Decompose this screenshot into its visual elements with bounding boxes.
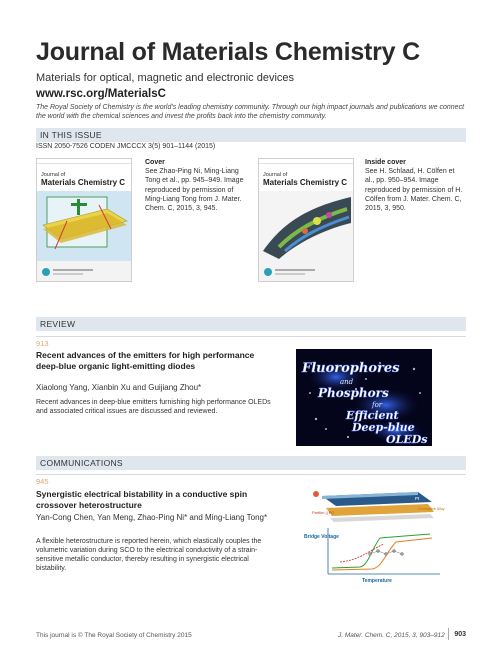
graphic-film-label: Parfilm || PC <box>312 510 335 515</box>
cover-caption-body: See Zhao-Ping Ni, Ming-Liang Tong et al., pp. 945–949. Image reproduced by permission of Ming-Liang Tong from J. Mater. Chem. C, 2015, 3, 945. <box>145 168 244 213</box>
in-this-issue-bar <box>36 128 466 142</box>
communications-divider <box>36 474 466 475</box>
journal-subtitle: Materials for optical, magnetic and electronic devices <box>36 72 295 84</box>
issn-line: ISSN 2050-7526 CODEN JMCCCX 3(5) 901–1144 (2015) <box>36 143 216 150</box>
svg-text:Journal of: Journal of <box>41 172 66 178</box>
inside-cover-caption <box>365 158 465 213</box>
cover-thumbnail[interactable] <box>36 158 132 282</box>
footer-citation: J. Mater. Chem. C, 2015, 3, 903–912 <box>338 632 445 639</box>
review-graphic-text-4: Efficient <box>346 409 399 422</box>
svg-text:Journal of: Journal of <box>263 172 288 178</box>
svg-text:Materials Chemistry C: Materials Chemistry C <box>263 178 348 187</box>
communications-article-title[interactable]: Synergistic electrical bistability in a conductive spin crossover heterostructure <box>36 489 248 510</box>
in-this-issue-label: IN THIS ISSUE <box>40 130 102 140</box>
svg-text:Materials Chemistry C: Materials Chemistry C <box>41 178 126 187</box>
graphic-pt-label: Pt <box>415 496 420 501</box>
cover-illustration <box>37 159 132 282</box>
rsc-note: The Royal Society of Chemistry is the world's leading chemistry community. Through our high impact journals and publications we connect the world with the chemical sciences and invest the profits back into the chemistry community. <box>36 104 465 120</box>
inside-cover-thumbnail[interactable] <box>258 158 354 282</box>
inside-cover-caption-body: See H. Schlaad, H. Cölfen et al., pp. 950–954. Image reproduced by permission of H. Cölfen from J. Mater. Chem. C, 2015, 3, 950. <box>365 168 463 213</box>
review-bar <box>36 317 466 331</box>
review-graphic-text-2: Phosphors <box>318 386 389 400</box>
graphic-ylabel: Bridge Voltage <box>304 534 339 540</box>
journal-title: Journal of Materials Chemistry C <box>36 38 420 66</box>
communications-abstract: A flexible heterostructure is reported herein, which elastically couples the volumetric variation during SCO to the electrical conductivity of a strain-sensitive metallic conductor, thereby resulting in synergistic electrical bistability. <box>36 538 262 572</box>
review-graphic-text-3: for <box>372 401 383 409</box>
footer-copyright: This journal is © The Royal Society of Chemistry 2015 <box>36 632 192 639</box>
communications-graphic[interactable] <box>300 488 450 584</box>
review-label: REVIEW <box>40 319 76 329</box>
review-graphic-text-5: Deep-blue <box>352 421 415 434</box>
review-graphic-text-6: OLEDs <box>386 433 428 446</box>
inside-cover-illustration <box>259 159 354 282</box>
review-graphic-text-0: Fluorophores <box>302 361 400 376</box>
footer-page-number: 903 <box>454 631 466 638</box>
communications-bar <box>36 456 466 470</box>
review-abstract: Recent advances in deep-blue emitters furnishing high performance OLEDs and associated critical issues are discussed and reviewed. <box>36 399 271 415</box>
graphic-alloy-label: Conductive Alloy <box>418 507 445 511</box>
cover-caption <box>145 158 245 213</box>
review-graphic[interactable] <box>296 349 432 446</box>
review-article-title[interactable]: Recent advances of the emitters for high performance deep-blue organic light-emitting diodes <box>36 350 255 371</box>
journal-url[interactable]: www.rsc.org/MaterialsC <box>36 88 166 100</box>
review-divider <box>36 336 466 337</box>
review-page-number[interactable]: 913 <box>36 339 49 348</box>
communications-graphic-art <box>300 488 450 584</box>
inside-cover-caption-title: Inside cover <box>365 159 406 166</box>
review-graphic-text-1: and <box>340 378 354 386</box>
communications-page-number[interactable]: 945 <box>36 477 49 486</box>
footer-separator <box>448 628 449 640</box>
review-graphic-art <box>296 349 432 446</box>
communications-authors: Yan-Cong Chen, Yan Meng, Zhao-Ping Ni* and Ming-Liang Tong* <box>36 513 268 522</box>
cover-caption-title: Cover <box>145 159 165 166</box>
communications-label: COMMUNICATIONS <box>40 458 123 468</box>
review-authors: Xiaolong Yang, Xianbin Xu and Guijiang Zhou* <box>36 383 202 392</box>
graphic-xlabel: Temperature <box>362 578 392 584</box>
